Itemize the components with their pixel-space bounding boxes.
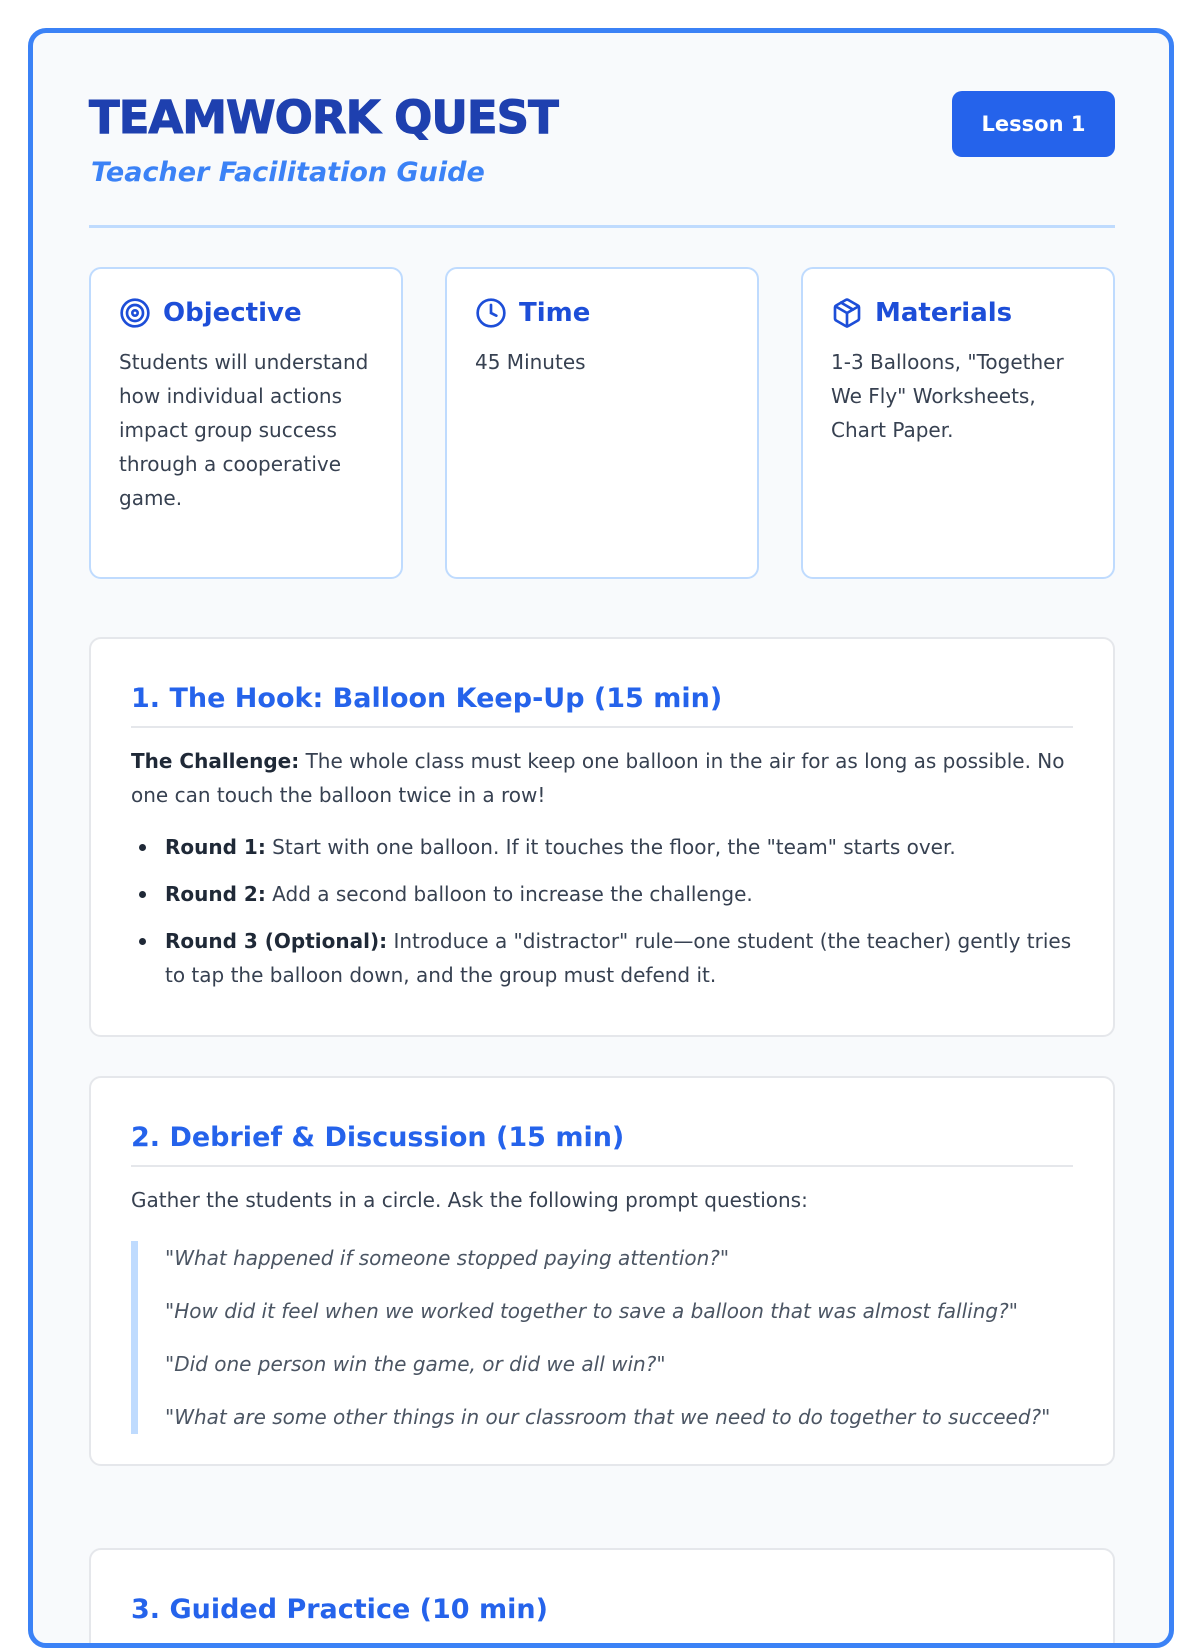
- card-body: Students will understand how individual actions impact group success through a cooperative game.: [119, 350, 369, 510]
- round-label: Round 1:: [165, 835, 266, 859]
- challenge-label: The Challenge:: [131, 749, 300, 773]
- section-title: 1. The Hook: Balloon Keep-Up (15 min): [131, 683, 1073, 728]
- list-item: [131, 924, 1073, 992]
- prompt-question: "What are some other things in our classroom that we need to do together to succeed?": [165, 1405, 1051, 1429]
- time-card: [445, 267, 759, 579]
- prompt-question: "How did it feel when we worked together to save a balloon that was almost falling?": [165, 1299, 1018, 1323]
- card-body: 1-3 Balloons, "Together We Fly" Worksheets, Chart Paper.: [831, 350, 1064, 442]
- section-title: 3. Guided Practice (10 min): [131, 1594, 548, 1625]
- rounds-list: [131, 830, 1073, 992]
- page-subtitle: Teacher Facilitation Guide: [91, 157, 485, 188]
- round-text: Start with one balloon. If it touches the floor, the "team" starts over.: [265, 835, 956, 859]
- debrief-section: [89, 1076, 1115, 1466]
- round-text: Add a second balloon to increase the challenge.: [265, 882, 753, 906]
- prompt-question: "Did one person win the game, or did we all win?": [165, 1352, 666, 1376]
- prompt-question: "What happened if someone stopped paying attention?": [165, 1246, 730, 1270]
- overview-cards: [89, 267, 1115, 579]
- guide-content: [89, 33, 1115, 1625]
- materials-card: [801, 267, 1115, 579]
- guided-practice-section: [89, 1548, 1115, 1648]
- round-text: Introduce a "distractor" rule—one student (the teacher) gently tries to tap the balloon down, and the group must defend it.: [165, 929, 1072, 987]
- hook-section: [89, 637, 1115, 1037]
- page-title: TEAMWORK QUEST: [89, 91, 558, 144]
- clock-icon: [475, 297, 507, 329]
- card-title: Objective: [163, 298, 302, 328]
- lesson-badge[interactable]: Lesson 1: [952, 91, 1115, 157]
- objective-card: [89, 267, 403, 579]
- card-header: [475, 297, 731, 329]
- round-label: Round 3 (Optional):: [165, 929, 388, 953]
- list-item: [131, 830, 1073, 864]
- guide-header: [89, 33, 1115, 228]
- package-icon: [831, 297, 863, 329]
- card-body: 45 Minutes: [475, 350, 586, 374]
- guide-page: [28, 28, 1174, 1648]
- card-header: [119, 297, 375, 329]
- target-icon: [119, 297, 151, 329]
- card-title: Time: [519, 298, 591, 328]
- round-label: Round 2:: [165, 882, 266, 906]
- section-title: 2. Debrief & Discussion (15 min): [131, 1122, 1073, 1167]
- prompt-questions: [131, 1241, 1073, 1434]
- challenge-paragraph: [131, 744, 1073, 812]
- card-title: Materials: [875, 298, 1013, 328]
- card-header: [831, 297, 1087, 329]
- debrief-intro: Gather the students in a circle. Ask the following prompt questions:: [131, 1188, 808, 1212]
- challenge-text: The whole class must keep one balloon in the air for as long as possible. No one can touch the balloon twice in a row!: [131, 749, 1065, 807]
- list-item: [131, 877, 1073, 911]
